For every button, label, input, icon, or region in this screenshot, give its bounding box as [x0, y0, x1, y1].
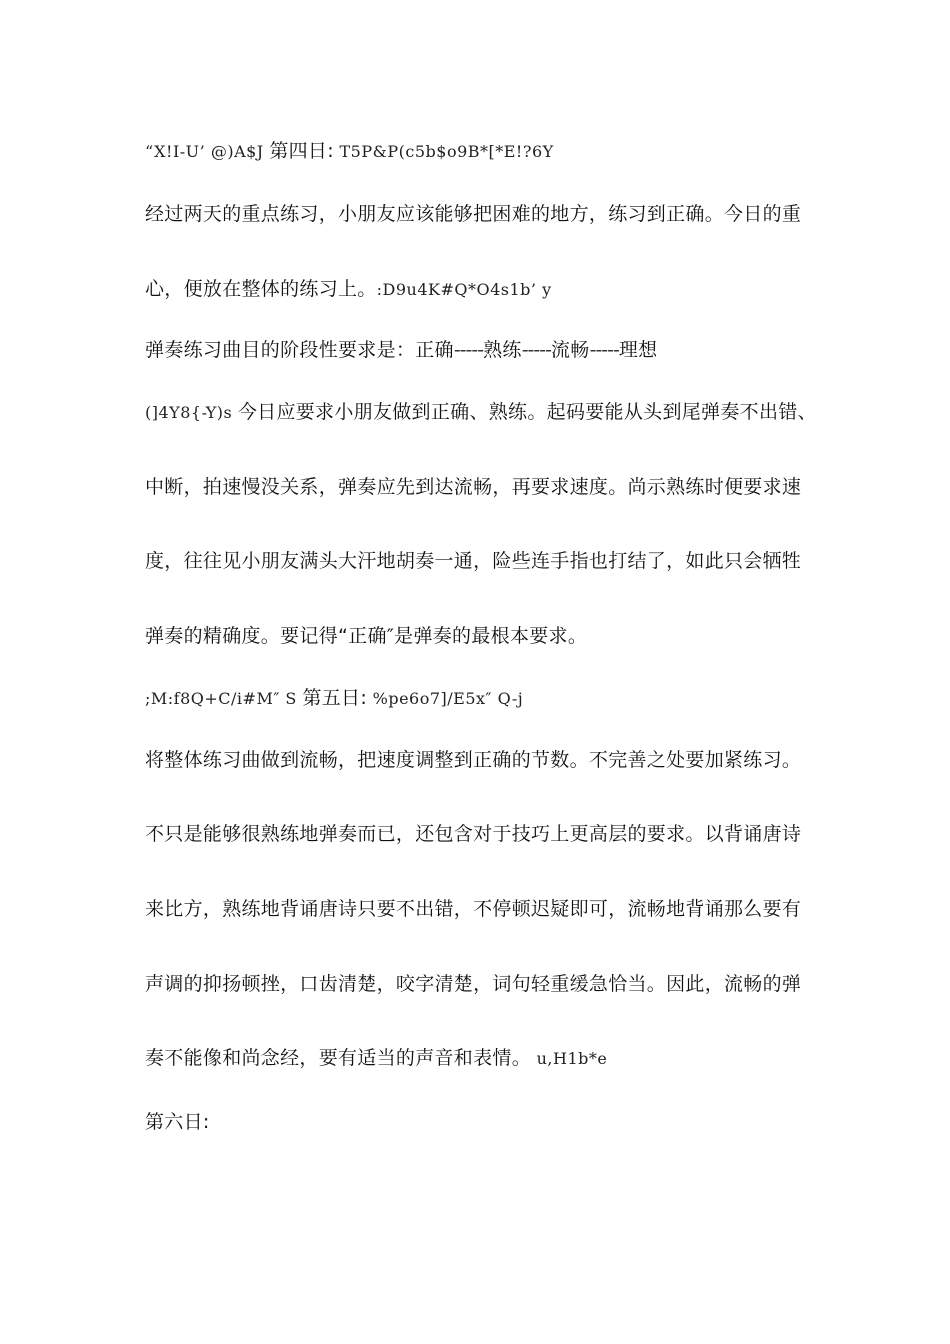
paragraph-line: [145, 748, 801, 772]
paragraph-text: 经过两天的重点练习，小朋友应该能够把困难的地方，练习到正确。今日的重: [145, 203, 802, 225]
paragraph-text: 奏不能像和尚念经，要有适当的声音和表情。: [145, 1047, 532, 1069]
paragraph-line: [145, 277, 552, 302]
paragraph-text: 中断，拍速慢没关系，弹奏应先到达流畅，再要求速度。尚示熟练时便要求速: [145, 476, 802, 498]
noise-text: :D9u4K#Q*O4s1b’ y: [376, 280, 552, 299]
dash-separator: -----: [521, 339, 551, 361]
paragraph-text: 将整体练习曲做到流畅，把速度调整到正确的节数。不完善之处要加紧练习。: [145, 749, 802, 771]
paragraph-line: [145, 202, 801, 226]
paragraph-text: 来比方，熟练地背诵唐诗只要不出错，不停顿迟疑即可，流畅地背诵那么要有: [145, 898, 802, 920]
paragraph-text: 声调的抑扬顿挫，口齿清楚，咬字清楚，词句轻重缓急恰当。因此，流畅的弹: [145, 973, 802, 995]
noise-text: u,H1b*e: [531, 1049, 608, 1068]
paragraph-line: [145, 624, 587, 648]
noise-text: %pe6o7]/E5x″ Q-j: [367, 689, 524, 708]
paragraph-line: [145, 549, 801, 573]
paragraph-line: [145, 400, 817, 425]
paragraph-text: 第六日:: [145, 1111, 210, 1133]
line-day5-heading: [145, 686, 523, 711]
stage-requirements-line: [145, 338, 657, 362]
paragraph-text: 熟练: [483, 339, 522, 361]
day6-heading: [145, 1110, 210, 1134]
paragraph-text: 今日应要求小朋友做到正确、熟练。起码要能从头到尾弹奏不出错、: [237, 401, 817, 423]
paragraph-line: [145, 822, 801, 846]
paragraph-line: [145, 475, 801, 499]
paragraph-text: 心，便放在整体的练习上。: [145, 278, 377, 300]
noise-text: ;M:f8Q+C/i#M″ S: [145, 689, 303, 708]
noise-text: (]4Y8{-Y)s: [145, 403, 238, 422]
line-day4-heading: [145, 139, 554, 164]
paragraph-line: [145, 897, 801, 921]
paragraph-line: [145, 972, 801, 996]
noise-text: T5P&P(c5b$o9B*[*E!?6Y: [333, 142, 554, 161]
paragraph-text: 度，往往见小朋友满头大汗地胡奏一通，险些连手指也打结了，如此只会牺牲: [145, 550, 802, 572]
day5-heading: 第五日:: [302, 687, 368, 709]
paragraph-text: 弹奏的精确度。要记得“正确″是弹奏的最根本要求。: [145, 625, 588, 647]
dash-separator: -----: [453, 339, 484, 361]
noise-text: “X!I-U’ @)A$J: [145, 142, 270, 161]
paragraph-text: 弹奏练习曲目的阶段性要求是：正确: [145, 339, 454, 361]
paragraph-line: [145, 1046, 607, 1071]
paragraph-text: 理想: [618, 339, 658, 361]
dash-separator: -----: [589, 339, 619, 361]
paragraph-text: 不只是能够很熟练地弹奏而已，还包含对于技巧上更高层的要求。以背诵唐诗: [145, 823, 802, 845]
paragraph-text: 流畅: [550, 339, 590, 361]
day4-heading: 第四日:: [269, 140, 334, 162]
